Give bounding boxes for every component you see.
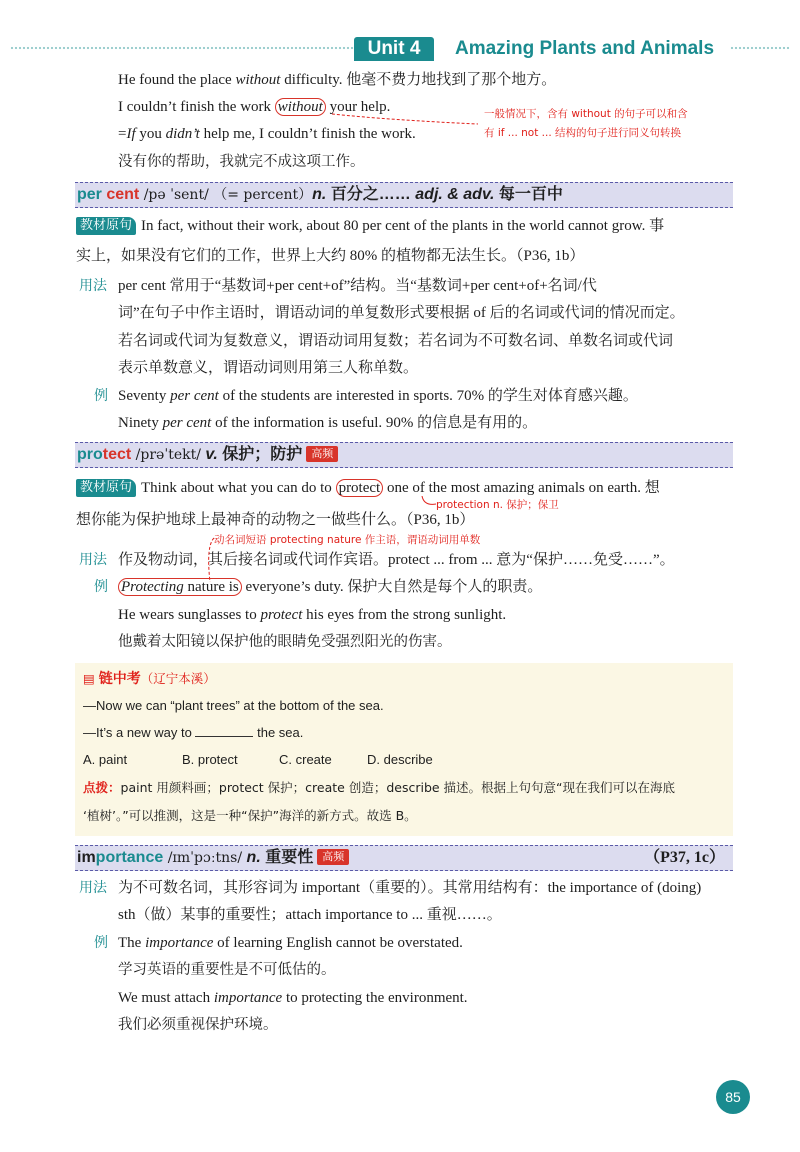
intro-line-1: He found the place without difficulty. 他毫不费力地找到了那个地方。 <box>118 72 557 88</box>
frequency-badge: 高频 <box>317 849 349 865</box>
note-connector <box>330 112 480 126</box>
importance-example-4: 我们必须重视保护环境。 <box>118 1017 278 1033</box>
protect-example-2: He wears sunglasses to protect his eyes from the strong sunlight. <box>118 607 507 623</box>
exam-tip-1: 点拨：paint 用颜料画；protect 保护；create 创造；describe 描述。根据上句句意“现在我们可以在海底 <box>83 780 676 795</box>
percent-usage-3: 若名词或代词为复数意义，谓语动词用复数；若名词为不可数名词、单数名词或代词 <box>118 333 674 349</box>
answer-blank <box>195 724 253 737</box>
exam-option-c: C. create <box>279 752 332 767</box>
importance-example-3: We must attach importance to protecting the environment. <box>118 990 468 1006</box>
importance-usage-2: sth（做）某事的重要性；attach importance to ... 重视……。 <box>118 907 502 923</box>
usage-label: 用法 <box>79 278 107 294</box>
exam-option-d: D. describe <box>367 752 433 767</box>
protect-example-3: 他戴着太阳镜以保护他的眼睛免受强烈阳光的伤害。 <box>118 634 452 650</box>
intro-line-4: 没有你的帮助，我就完不成这项工作。 <box>118 154 365 170</box>
source-tag: 教材原句 <box>76 479 136 497</box>
page-number: 85 <box>716 1080 750 1114</box>
importance-example-2: 学习英语的重要性是不可低估的。 <box>118 962 336 978</box>
protect-example-1: Protecting nature is everyone’s duty. 保护大自然是每个人的职责。 <box>118 577 542 597</box>
exam-box <box>75 663 733 836</box>
header-dots-left <box>10 46 354 50</box>
exam-title: ▤ 链中考（辽宁本溪） <box>83 671 216 687</box>
importance-usage-1: 为不可数名词，其形容词为 important（重要的）。其常用结构有：the importance of (doing) <box>118 880 702 896</box>
circled-without: without <box>275 98 326 116</box>
circled-protect: protect <box>336 479 384 497</box>
importance-example-1: The importance of learning English cannot be overstated. <box>118 935 463 951</box>
exam-option-a: A. paint <box>83 752 128 767</box>
unit-title: Amazing Plants and Animals <box>455 38 715 59</box>
exam-tip-2: ‘植树’。”可以推测，这是一种“保护”海洋的新方式。故选 B。 <box>83 808 417 823</box>
protect-source-1: 教材原句 Think about what you can do to protect one of the most amazing animals on earth. 想 <box>76 478 660 498</box>
intro-line-2: I couldn’t finish the work without your help. <box>118 99 391 115</box>
entry-bar-protect: protect /prəˈtekt/ v. 保护；防护 高频 <box>75 442 733 468</box>
protect-source-2: 想你能为保护地球上最神奇的动物之一做些什么。（P36, 1b） <box>76 512 475 528</box>
intro-line-3: =If you didn’t help me, I couldn’t finish the work. <box>118 126 416 142</box>
handwritten-note-2: 有 if ... not ... 结构的句子进行同义句转换 <box>484 127 682 139</box>
exam-option-b: B. protect <box>182 752 238 767</box>
usage-label: 用法 <box>79 552 107 568</box>
page-reference: （P37, 1c） <box>644 849 725 866</box>
percent-usage-4: 表示单数意义，谓语动词则用第三人称单数。 <box>118 360 419 376</box>
entry-bar-importance: importance /ɪmˈpɔːtns/ n. 重要性 高频 （P37, 1c） <box>75 845 733 871</box>
percent-usage-1: per cent 常用于“基数词+per cent+of”结构。当“基数词+per cent+of+名词/代 <box>118 278 597 294</box>
percent-usage-2: 词”在句子中作主语时，谓语动词的单复数形式要根据 of 后的名词或代词的情况而定。 <box>118 305 685 321</box>
example-label: 例 <box>94 579 108 595</box>
entry-bar-percent: per cent /pə ˈsent/ （= percent）n. 百分之…… adj. & adv. 每一百中 <box>75 182 733 208</box>
percent-example-1: Seventy per cent of the students are interested in sports. 70% 的学生对体育感兴趣。 <box>118 388 638 404</box>
unit-tab: Unit 4 <box>354 37 434 61</box>
example-label: 例 <box>94 388 108 404</box>
gerund-note: 动名词短语 protecting nature 作主语，谓语动词用单数 <box>214 534 481 546</box>
protect-usage-1: 作及物动词，其后接名词或代词作宾语。protect ... from ... 意为“保护……免受……”。 <box>118 552 675 568</box>
exam-question-2: —It’s a new way to the sea. <box>83 725 304 740</box>
frequency-badge: 高频 <box>306 446 338 462</box>
source-tag: 教材原句 <box>76 217 136 235</box>
circled-phrase: Protecting nature is <box>118 578 242 596</box>
usage-label: 用法 <box>79 880 107 896</box>
protection-note: protection n. 保护；保卫 <box>436 499 559 511</box>
exam-question-1: —Now we can “plant trees” at the bottom of the sea. <box>83 698 384 713</box>
percent-example-2: Ninety per cent of the information is useful. 90% 的信息是有用的。 <box>118 415 538 431</box>
example-label: 例 <box>94 935 108 951</box>
percent-source-1: 教材原句 In fact, without their work, about 80 per cent of the plants in the world cannot grow. 事 <box>76 216 664 236</box>
header-dots-right <box>730 46 790 50</box>
percent-source-2: 实上，如果没有它们的工作，世界上大约 80% 的植物都无法生长。（P36, 1b） <box>76 248 585 264</box>
handwritten-note-1: 一般情况下，含有 without 的句子可以和含 <box>484 108 688 120</box>
list-icon: ▤ <box>83 671 95 686</box>
